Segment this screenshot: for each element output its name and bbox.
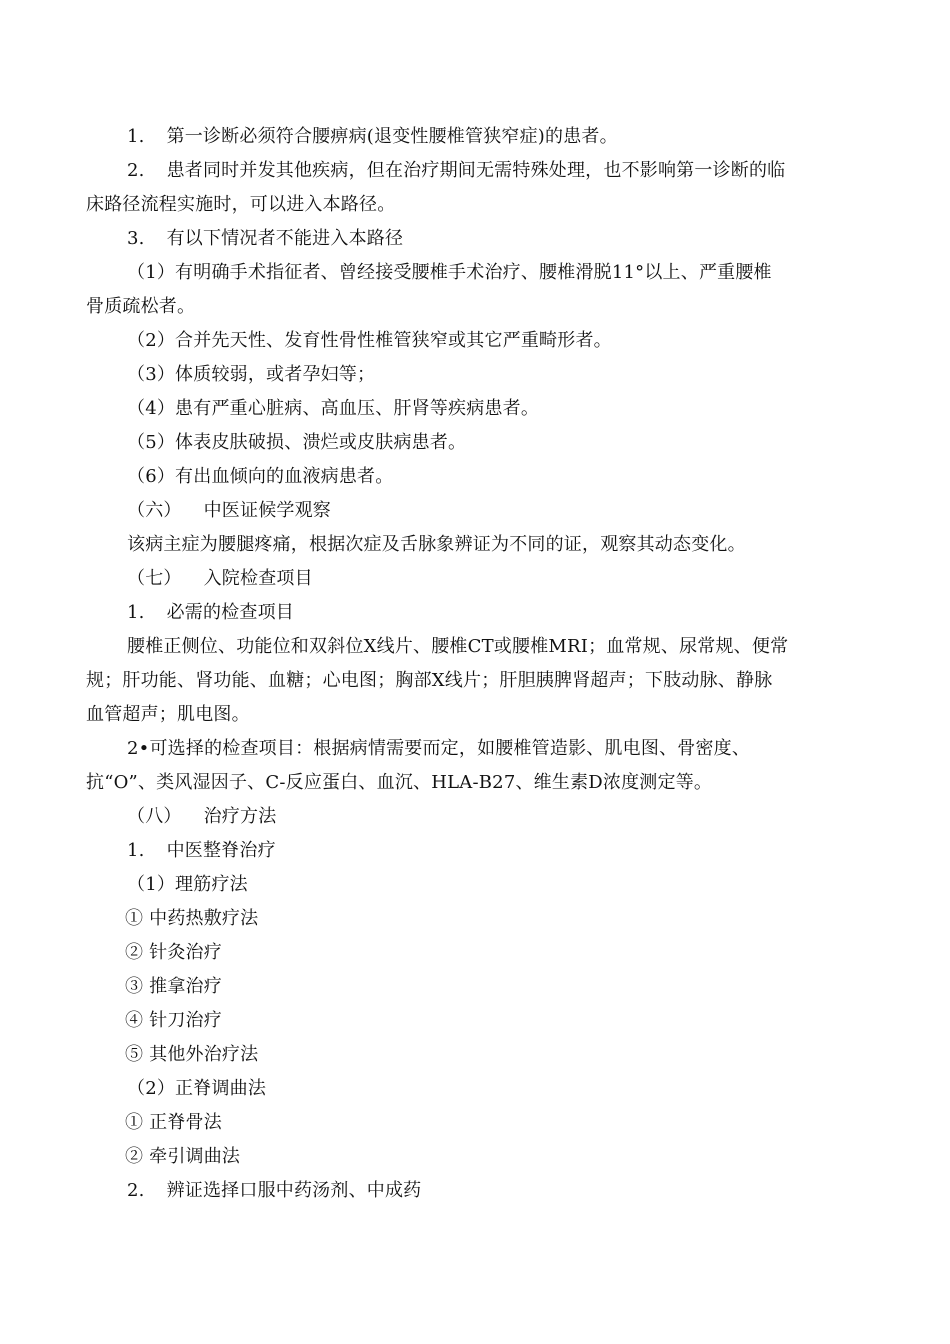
treatment-sub-1 bbox=[127, 874, 248, 896]
exam-optional-line-1 bbox=[127, 738, 750, 760]
exclusion-5 bbox=[127, 432, 466, 454]
exam-required-line-2 bbox=[86, 670, 772, 692]
item-text: （2）合并先天性、发育性骨性椎管狭窄或其它严重畸形者。 bbox=[127, 330, 612, 351]
paragraph-syndrome bbox=[127, 534, 746, 556]
section-number: （七） bbox=[127, 568, 182, 589]
treatment-method-7 bbox=[125, 1146, 240, 1168]
item-text: （3）体质较弱，或者孕妇等； bbox=[127, 364, 376, 385]
criteria-item-1 bbox=[127, 126, 618, 148]
section-heading-8 bbox=[127, 806, 276, 828]
section-number: （六） bbox=[127, 500, 182, 521]
treatment-method-2 bbox=[125, 942, 222, 964]
item-text: ① 正脊骨法 bbox=[125, 1112, 222, 1133]
treatment-sub-2 bbox=[127, 1078, 266, 1100]
item-number: 2. bbox=[127, 1180, 145, 1201]
item-text: 必需的检查项目 bbox=[166, 602, 294, 623]
item-text: 抗“O”、类风湿因子、C-反应蛋白、血沉、HLA-B27、维生素D浓度测定等。 bbox=[86, 772, 713, 793]
item-text: ⑤ 其他外治疗法 bbox=[125, 1044, 259, 1065]
exclusion-1 bbox=[127, 262, 772, 284]
item-text: 有以下情况者不能进入本路径 bbox=[166, 228, 404, 249]
item-text: ② 牵引调曲法 bbox=[125, 1146, 241, 1167]
section-heading-7 bbox=[127, 568, 313, 590]
item-text: （4）患有严重心脏病、高血压、肝肾等疾病患者。 bbox=[127, 398, 540, 419]
section-title: 治疗方法 bbox=[203, 806, 277, 827]
item-text: （6）有出血倾向的血液病患者。 bbox=[127, 466, 394, 487]
item-text: 腰椎正侧位、功能位和双斜位X线片、腰椎CT或腰椎MRI；血常规、尿常规、便常 bbox=[127, 636, 789, 657]
exclusion-2 bbox=[127, 330, 612, 352]
exclusion-1-cont bbox=[86, 296, 195, 318]
item-text: ② 针灸治疗 bbox=[125, 942, 222, 963]
item-text: 第一诊断必须符合腰痹病(退变性腰椎管狭窄症)的患者。 bbox=[166, 126, 618, 147]
exam-required-line-1 bbox=[127, 636, 788, 658]
item-text: 床路径流程实施时，可以进入本路径。 bbox=[86, 194, 396, 215]
treatment-method-3 bbox=[125, 976, 222, 998]
item-text: 该病主症为腰腿疼痛，根据次症及舌脉象辨证为不同的证，观察其动态变化。 bbox=[127, 534, 746, 555]
item-text: （5）体表皮肤破损、溃烂或皮肤病患者。 bbox=[127, 432, 467, 453]
criteria-item-2-cont bbox=[86, 194, 395, 216]
treatment-method-5 bbox=[125, 1044, 258, 1066]
section-number: （八） bbox=[127, 806, 182, 827]
item-text: 血管超声；肌电图。 bbox=[86, 704, 250, 725]
section-title: 入院检查项目 bbox=[203, 568, 313, 589]
item-text: 2•可选择的检查项目：根据病情需要而定，如腰椎管造影、肌电图、骨密度、 bbox=[127, 738, 751, 759]
section-heading-6 bbox=[127, 500, 331, 522]
item-text: （1）有明确手术指征者、曾经接受腰椎手术治疗、腰椎滑脱11°以上、严重腰椎 bbox=[127, 262, 772, 283]
item-text: 患者同时并发其他疾病，但在治疗期间无需特殊处理，也不影响第一诊断的临 bbox=[166, 160, 786, 181]
item-text: ① 中药热敷疗法 bbox=[125, 908, 259, 929]
item-number: 3. bbox=[127, 228, 145, 249]
item-number: 1. bbox=[127, 840, 145, 861]
item-text: 骨质疏松者。 bbox=[86, 296, 196, 317]
criteria-item-2 bbox=[127, 160, 785, 182]
section-title: 中医证候学观察 bbox=[203, 500, 332, 521]
item-text: ④ 针刀治疗 bbox=[125, 1010, 222, 1031]
item-number: 1. bbox=[127, 126, 145, 147]
item-text: ③ 推拿治疗 bbox=[125, 976, 222, 997]
exclusion-3 bbox=[127, 364, 375, 386]
treatment-item-1 bbox=[127, 840, 276, 862]
item-text: 中医整脊治疗 bbox=[166, 840, 276, 861]
treatment-method-4 bbox=[125, 1010, 222, 1032]
exclusion-4 bbox=[127, 398, 539, 420]
item-number: 1. bbox=[127, 602, 145, 623]
exam-optional-line-2 bbox=[86, 772, 712, 794]
treatment-method-6 bbox=[125, 1112, 222, 1134]
exam-item-1 bbox=[127, 602, 294, 624]
item-number: 2. bbox=[127, 160, 145, 181]
item-text: （2）正脊调曲法 bbox=[127, 1078, 267, 1099]
treatment-item-2 bbox=[127, 1180, 421, 1202]
item-text: 辨证选择口服中药汤剂、中成药 bbox=[166, 1180, 422, 1201]
item-text: （1）理筋疗法 bbox=[127, 874, 248, 895]
item-text: 规；肝功能、肾功能、血糖；心电图；胸部X线片；肝胆胰脾肾超声；下肢动脉、静脉 bbox=[86, 670, 773, 691]
criteria-item-3 bbox=[127, 228, 403, 250]
treatment-method-1 bbox=[125, 908, 258, 930]
exam-required-line-3 bbox=[86, 704, 250, 726]
exclusion-6 bbox=[127, 466, 393, 488]
